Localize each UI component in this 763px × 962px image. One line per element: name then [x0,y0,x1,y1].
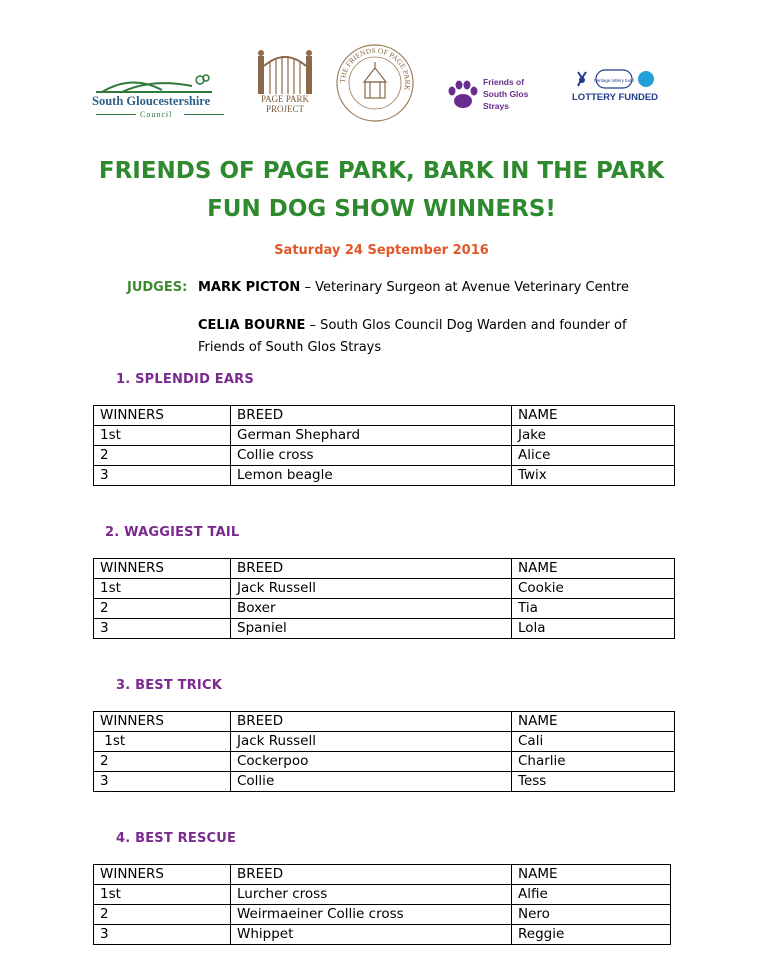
page-park-logo-text [252,94,318,114]
sg-logo-rule-left [96,114,136,115]
cell-dog-name: Jake [512,426,675,446]
cell-place: 2 [94,599,231,619]
header-winners: WINNERS [94,865,231,885]
table-row [94,885,671,905]
header-name: NAME [512,865,671,885]
lottery-icons [572,68,662,90]
cell-place: 1st [94,579,231,599]
header-breed: BREED [231,406,512,426]
cell-dog-name: Tia [512,599,675,619]
table-row [94,599,675,619]
table-row [94,925,671,945]
fgs-logo-line1: Friends of [483,77,525,87]
cell-dog-name: Lola [512,619,675,639]
table-header-row [94,406,675,426]
cell-dog-name: Reggie [512,925,671,945]
gate-icon [252,46,318,94]
judge-2-description: – South Glos Council Dog Warden and founder of Friends of South Glos Strays [198,318,627,355]
header-name: NAME [512,712,675,732]
page-park-logo-line2: PROJECT [265,104,304,114]
paw-print-icon [446,78,480,112]
bridge-icon [92,72,227,96]
cell-breed: German Shephard [231,426,512,446]
cell-place: 2 [94,752,231,772]
section-title-waggiest-tail: 2. WAGGIEST TAIL [105,525,240,540]
table-header-row [94,712,675,732]
table-header-row [94,865,671,885]
friends-of-page-park-seal [334,42,416,124]
friends-of-south-glos-strays-logo [446,76,546,116]
winners-table-waggiest-tail [93,558,675,639]
lottery-funded-text: LOTTERY FUNDED [572,92,659,103]
cell-dog-name: Alice [512,446,675,466]
cell-breed: Boxer [231,599,512,619]
cell-place: 3 [94,619,231,639]
cell-breed: Weirmaeiner Collie cross [231,905,512,925]
cell-breed: Collie cross [231,446,512,466]
lottery-funded-logo [572,68,662,108]
winners-table-best-trick [93,711,675,792]
cell-breed: Lurcher cross [231,885,512,905]
south-gloucestershire-logo [92,72,227,122]
cell-breed: Spaniel [231,619,512,639]
cell-breed: Jack Russell [231,732,512,752]
judge-2 [198,315,668,359]
cell-breed: Jack Russell [231,579,512,599]
cell-breed: Lemon beagle [231,466,512,486]
judge-1 [198,280,629,295]
page-park-project-logo [252,46,318,122]
judge-1-name: MARK PICTON [198,280,301,295]
cell-dog-name: Alfie [512,885,671,905]
section-title-splendid-ears: 1. SPLENDID EARS [116,372,254,387]
event-date: Saturday 24 September 2016 [274,243,489,258]
cell-dog-name: Twix [512,466,675,486]
table-header-row [94,559,675,579]
section-title-best-rescue: 4. BEST RESCUE [116,831,237,846]
cell-place: 3 [94,772,231,792]
cell-place: 2 [94,446,231,466]
cell-place: 3 [94,925,231,945]
header-breed: BREED [231,712,512,732]
cell-place: 1st [94,732,231,752]
page-title-line2: FUN DOG SHOW WINNERS! [207,196,556,222]
cell-dog-name: Cookie [512,579,675,599]
fgs-logo-line2: South Glos [483,89,529,99]
judges-label: JUDGES: [127,280,188,295]
table-row [94,446,675,466]
header-name: NAME [512,559,675,579]
page-park-logo-line1: PAGE PARK [260,94,310,104]
header-name: NAME [512,406,675,426]
cell-breed: Cockerpoo [231,752,512,772]
lottery-crossed-fingers-icon [578,72,586,86]
table-row [94,466,675,486]
cell-breed: Collie [231,772,512,792]
fgs-logo-text [483,76,528,112]
heritage-lottery-fund-badge: heritage lottery fund [594,78,634,83]
logo-strip [0,40,763,130]
table-row [94,619,675,639]
header-breed: BREED [231,559,512,579]
table-row [94,752,675,772]
cell-place: 1st [94,426,231,446]
table-row [94,732,675,752]
table-row [94,579,675,599]
cell-place: 2 [94,905,231,925]
page-title-line1: FRIENDS OF PAGE PARK, BARK IN THE PARK [98,158,665,184]
cell-breed: Whippet [231,925,512,945]
cell-dog-name: Cali [512,732,675,752]
cell-dog-name: Tess [512,772,675,792]
header-winners: WINNERS [94,406,231,426]
cell-dog-name: Nero [512,905,671,925]
section-title-best-trick: 3. BEST TRICK [116,678,222,693]
sg-logo-rule-right [184,114,224,115]
table-row [94,772,675,792]
header-winners: WINNERS [94,712,231,732]
judge-1-description: – Veterinary Surgeon at Avenue Veterinary Centre [300,280,629,295]
fgs-logo-line3: Strays [483,101,509,111]
sg-logo-council: Council [140,110,173,119]
table-row [94,905,671,925]
header-winners: WINNERS [94,559,231,579]
header-breed: BREED [231,865,512,885]
winners-table-splendid-ears [93,405,675,486]
cell-dog-name: Charlie [512,752,675,772]
seal-ring-text: THE FRIENDS OF PAGE PARK [337,45,413,92]
table-row [94,426,675,446]
judge-2-name: CELIA BOURNE [198,318,306,333]
friends-of-page-park-logo [334,42,416,124]
cell-place: 3 [94,466,231,486]
winners-table-best-rescue [93,864,671,945]
sg-logo-name: South Gloucestershire [92,94,211,108]
cell-place: 1st [94,885,231,905]
